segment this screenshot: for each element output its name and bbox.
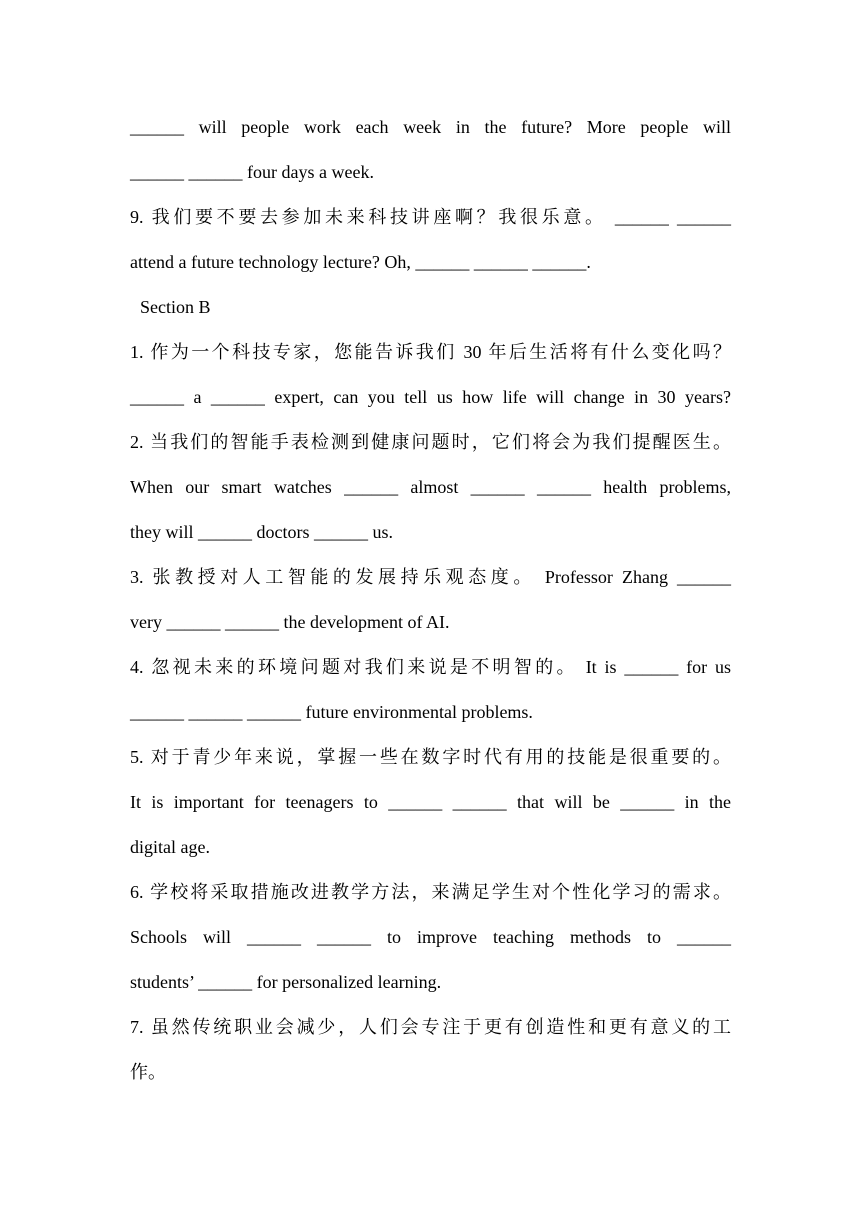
b3-prompt-line: 3. 张教授对人工智能的发展持乐观态度。 Professor Zhang ______	[130, 567, 731, 587]
b2-english-line-2: they will ______ doctors ______ us.	[130, 522, 393, 542]
b1-chinese-prompt: 1. 作为一个科技专家，您能告诉我们 30 年后生活将有什么变化吗？	[130, 342, 731, 362]
q9-english-line: attend a future technology lecture? Oh, ______ ______ ______.	[130, 252, 591, 272]
q8-english-line-1: ______ will people work each week in the future? More people will	[130, 117, 731, 137]
q8-english-line-2: ______ ______ four days a week.	[130, 162, 374, 182]
b6-chinese-prompt: 6. 学校将采取措施改进教学方法，来满足学生对个性化学习的需求。	[130, 882, 731, 902]
b7-chinese-prompt-line-2: 作。	[130, 1062, 166, 1082]
q9-chinese-prompt: 9. 我们要不要去参加未来科技讲座啊？我很乐意。 ______ ______	[130, 207, 731, 227]
document-body	[130, 105, 731, 1095]
section-heading: Section B	[140, 297, 211, 317]
b2-english-line-1: When our smart watches ______ almost ______ ______ health problems,	[130, 477, 731, 497]
b5-english-line-1: It is important for teenagers to ______ ______ that will be ______ in the	[130, 792, 731, 812]
b6-english-line-1: Schools will ______ ______ to improve teaching methods to ______	[130, 927, 731, 947]
b6-english-line-2: students’ ______ for personalized learning.	[130, 972, 442, 992]
b3-english-line: very ______ ______ the development of AI.	[130, 612, 450, 632]
b7-chinese-prompt-line-1: 7. 虽然传统职业会减少，人们会专注于更有创造性和更有意义的工	[130, 1017, 731, 1037]
b5-chinese-prompt: 5. 对于青少年来说，掌握一些在数字时代有用的技能是很重要的。	[130, 747, 731, 767]
b1-english-line: ______ a ______ expert, can you tell us how life will change in 30 years?	[130, 387, 731, 407]
b4-prompt-line: 4. 忽视未来的环境问题对我们来说是不明智的。 It is ______ for us	[130, 657, 731, 677]
b4-english-line: ______ ______ ______ future environmental problems.	[130, 702, 533, 722]
b5-english-line-2: digital age.	[130, 837, 210, 857]
b2-chinese-prompt: 2. 当我们的智能手表检测到健康问题时，它们将会为我们提醒医生。	[130, 432, 731, 452]
